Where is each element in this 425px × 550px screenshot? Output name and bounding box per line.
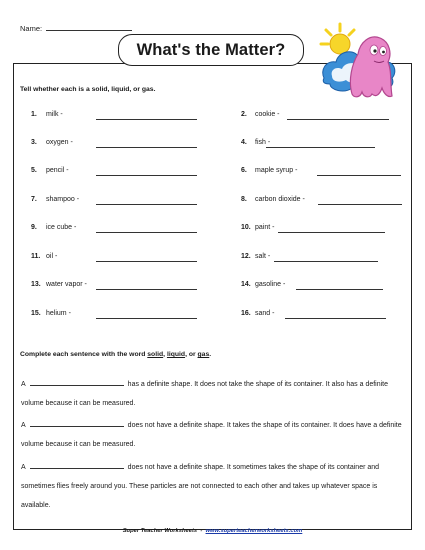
item-number: 7. (31, 196, 37, 203)
answer-blank[interactable] (317, 175, 401, 176)
sentence-1 (21, 375, 406, 413)
item-word: carbon dioxide - (255, 196, 305, 203)
answer-blank[interactable] (266, 147, 375, 148)
section2-sep1: , (163, 351, 167, 358)
item-word: oxygen - (46, 139, 73, 146)
answer-blank[interactable] (318, 204, 402, 205)
section2-instructions (20, 351, 211, 358)
item-number: 6. (241, 167, 247, 174)
item-number: 4. (241, 139, 247, 146)
section2-sep2: , or (185, 351, 198, 358)
item-number: 1. (31, 111, 37, 118)
item-number: 13. (31, 281, 41, 288)
item-number: 9. (31, 224, 37, 231)
sentence-lead: A (21, 464, 26, 471)
answer-blank[interactable] (278, 232, 385, 233)
answer-blank[interactable] (96, 204, 197, 205)
answer-blank[interactable] (96, 261, 197, 262)
item-number: 3. (31, 139, 37, 146)
pink-blob-icon (350, 37, 392, 97)
list-item (31, 196, 79, 203)
list-item (31, 253, 57, 260)
sentence-3 (21, 458, 406, 515)
title-box (118, 34, 304, 66)
item-number: 12. (241, 253, 251, 260)
list-item (31, 224, 76, 231)
list-item (241, 310, 274, 317)
sentence-blank[interactable] (30, 419, 124, 427)
item-number: 16. (241, 310, 251, 317)
list-item (241, 224, 274, 231)
list-item (241, 167, 297, 174)
answer-blank[interactable] (96, 289, 197, 290)
footer-brand: Super Teacher Worksheets (122, 528, 198, 534)
list-item (241, 196, 305, 203)
page-title: What's the Matter? (136, 40, 286, 59)
item-word: pencil - (46, 167, 69, 174)
answer-blank[interactable] (96, 119, 197, 120)
list-item (31, 139, 73, 146)
item-word: maple syrup - (255, 167, 298, 174)
list-item (31, 167, 69, 174)
item-word: gasoline - (255, 281, 286, 288)
item-word: paint - (255, 224, 275, 231)
sentence-2 (21, 416, 406, 454)
answer-blank[interactable] (96, 232, 197, 233)
section1-instructions: Tell whether each is a solid, liquid, or gas. (20, 86, 156, 93)
answer-blank[interactable] (296, 289, 383, 290)
item-word: cookie - (255, 111, 280, 118)
list-item (31, 111, 63, 118)
item-word: fish - (255, 139, 271, 146)
list-item (241, 281, 285, 288)
item-number: 8. (241, 196, 247, 203)
item-word: helium - (46, 310, 71, 317)
answer-blank[interactable] (287, 119, 389, 120)
sentence-lead: A (21, 381, 26, 388)
word-liquid: liquid (166, 351, 186, 358)
item-word: shampoo - (46, 196, 80, 203)
sentence-text: does not have a definite shape. It takes the shape of its container. It does have a definite volume because it can be measured. (21, 422, 402, 448)
item-word: oil - (46, 253, 58, 260)
item-number: 14. (241, 281, 251, 288)
answer-blank[interactable] (96, 147, 197, 148)
name-label: Name: (20, 24, 43, 33)
item-number: 10. (241, 224, 251, 231)
section2-instructions-suffix: . (209, 351, 212, 358)
name-input-line[interactable] (46, 24, 132, 31)
list-item (241, 111, 280, 118)
answer-blank[interactable] (96, 318, 197, 319)
item-number: 15. (31, 310, 41, 317)
item-word: sand - (255, 310, 275, 317)
list-item (31, 310, 71, 317)
list-item (241, 139, 270, 146)
name-line (20, 24, 132, 33)
list-item (31, 281, 87, 288)
footer-link[interactable]: www.superteacherworksheets.com (205, 528, 303, 534)
item-number: 5. (31, 167, 37, 174)
item-word: salt - (255, 253, 271, 260)
word-solid: solid (147, 351, 164, 358)
answer-blank[interactable] (274, 261, 378, 262)
answer-blank[interactable] (285, 318, 386, 319)
list-item (241, 253, 270, 260)
answer-blank[interactable] (96, 175, 197, 176)
item-number: 11. (31, 253, 41, 260)
sentence-text: has a definite shape. It does not take the shape of its container. It also has a definite volume because it can be measured. (21, 381, 389, 407)
item-number: 2. (241, 111, 247, 118)
sentence-blank[interactable] (30, 461, 124, 469)
footer (0, 528, 425, 534)
footer-separator: - (200, 528, 203, 534)
sentence-blank[interactable] (30, 378, 124, 386)
sentence-text: does not have a definite shape. It sometimes takes the shape of its container and sometimes flies freely around you. These particles are not connected to each other and takes up whatever space is available. (21, 464, 380, 509)
word-gas: gas (197, 351, 210, 358)
item-word: milk - (46, 111, 63, 118)
item-word: water vapor - (46, 281, 87, 288)
item-word: ice cube - (46, 224, 77, 231)
sun-icon (321, 24, 354, 54)
section2-instructions-prefix: Complete each sentence with the word (20, 351, 148, 358)
matter-clipart-icon (318, 20, 400, 102)
sentence-lead: A (21, 422, 26, 429)
